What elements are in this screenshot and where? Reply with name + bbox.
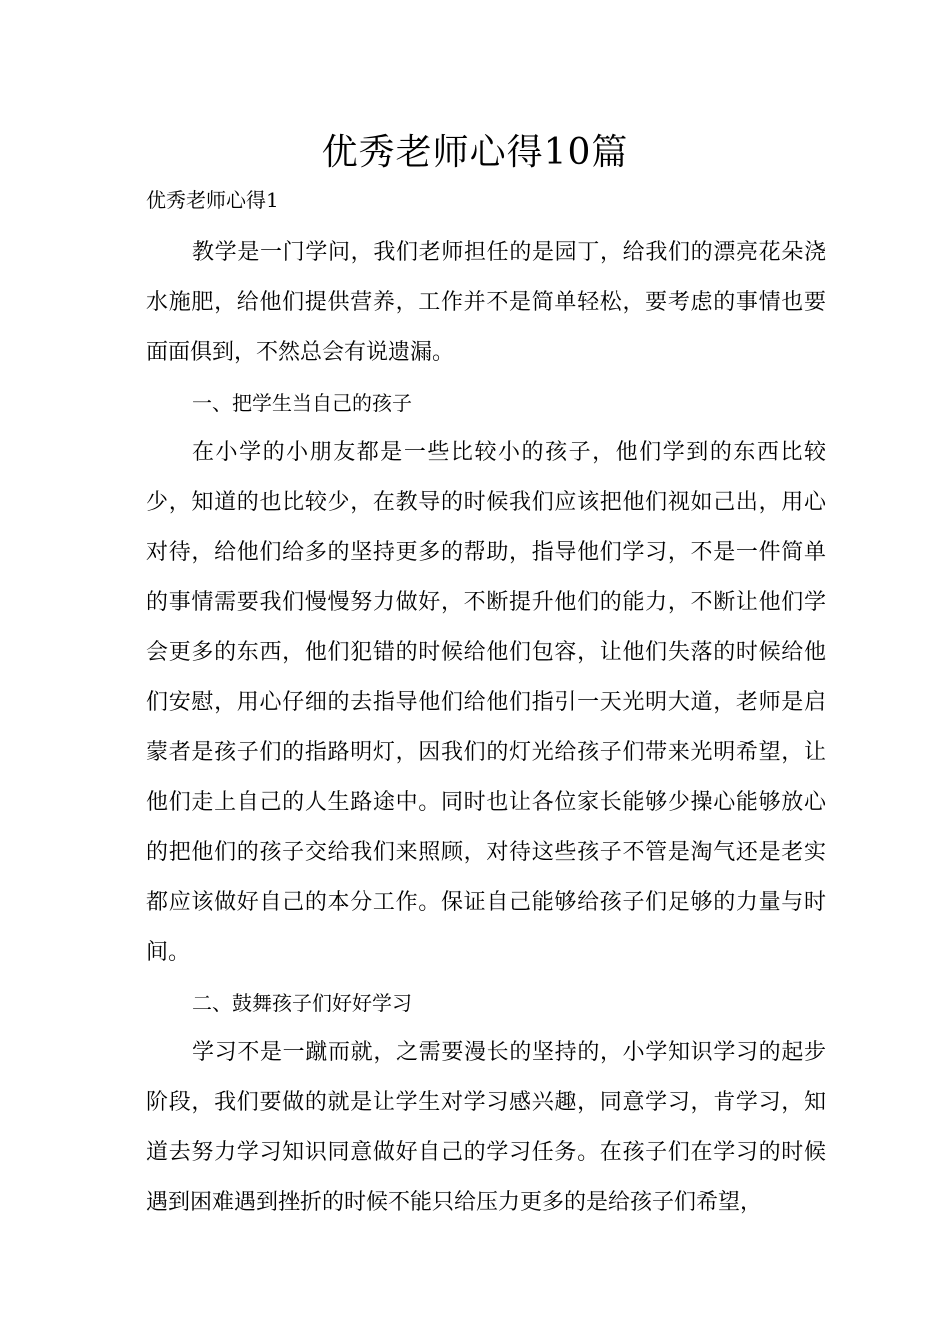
paragraph: 学习不是一蹴而就，之需要漫长的坚持的，小学知识学习的起步阶段，我们要做的就是让学生对学习感兴趣，同意学习，肯学习，知道去努力学习知识同意做好自己的学习任务。在孩子们在学习的时候遇到困难遇到挫折的时候不能只给压力更多的是给孩子们希望， <box>146 1040 826 1215</box>
document-body <box>146 228 826 1228</box>
section-subtitle: 优秀老师心得1 <box>146 188 279 212</box>
paragraph: 教学是一门学问，我们老师担任的是园丁，给我们的漂亮花朵浇水施肥，给他们提供营养，工作并不是简单轻松，要考虑的事情也要面面俱到，不然总会有说遗漏。 <box>146 240 826 365</box>
section-heading: 二、鼓舞孩子们好好学习 <box>192 991 412 1015</box>
document-title: 优秀老师心得10篇 <box>321 132 629 173</box>
paragraph: 在小学的小朋友都是一些比较小的孩子，他们学到的东西比较少，知道的也比较少，在教导的时候我们应该把他们视如己出，用心对待，给他们给多的坚持更多的帮助，指导他们学习，不是一件简单的事情需要我们慢慢努力做好，不断提升他们的能力，不断让他们学会更多的东西，他们犯错的时候给他们包容，让他们失落的时候给他们安慰，用心仔细的去指导他们给他们指引一天光明大道，老师是启蒙者是孩子们的指路明灯，因我们的灯光给孩子们带来光明希望，让他们走上自己的人生路途中。同时也让各位家长能够少操心能够放心的把他们的孩子交给我们来照顾，对待这些孩子不管是淘气还是老实都应该做好自己的本分工作。保证自己能够给孩子们足够的力量与时间。 <box>146 440 826 965</box>
section-heading: 一、把学生当自己的孩子 <box>192 391 412 415</box>
